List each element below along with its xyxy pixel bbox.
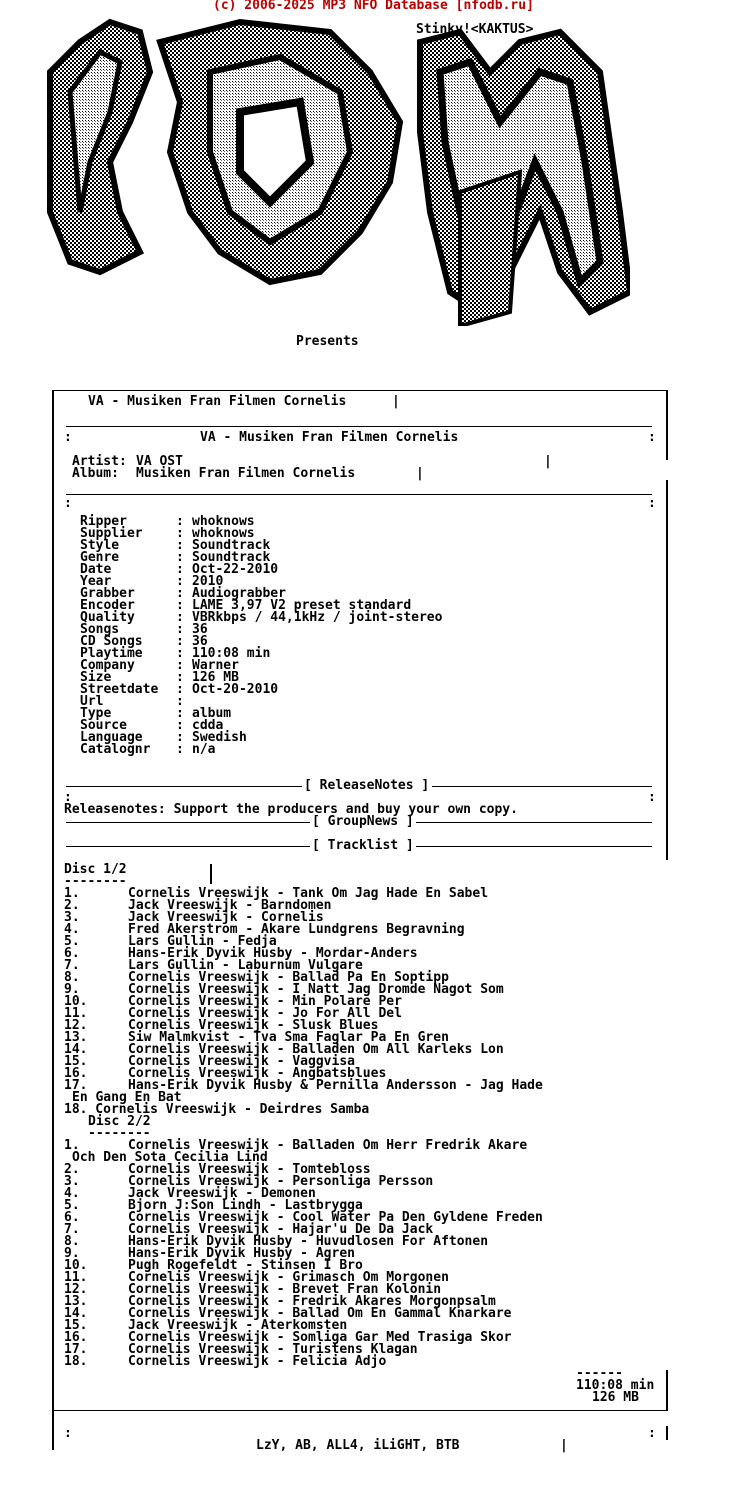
track-title: Jack Vreeswijk - Aterkomsten — [128, 1318, 348, 1333]
ripper-credit: Stinky!<KAKTUS> — [416, 22, 534, 37]
track-number: 6. — [64, 1210, 80, 1225]
info-key: Songs — [80, 622, 120, 637]
info-box-right-edge: : — [648, 496, 656, 511]
track-number: 14. — [64, 1042, 88, 1057]
track-title: Cornelis Vreeswijk - Cool Water Pa Den Gyldene Freden — [128, 1210, 543, 1225]
info-colon: : — [176, 550, 184, 565]
track-title: Cornelis Vreeswijk - Hajar'u De Da Jack — [128, 1222, 434, 1237]
track-number: 8. — [64, 970, 80, 985]
artist-value: VA OST — [136, 454, 183, 469]
track-title: Bjorn J:Son Lindh - Lastbrygga — [128, 1198, 363, 1213]
info-colon: : — [176, 682, 184, 697]
info-colon: : — [176, 598, 184, 613]
track-title: Hans-Erik Dyvik Husby - Agren — [128, 1246, 355, 1261]
track-number: 12. — [64, 1018, 88, 1033]
info-colon: : — [176, 514, 184, 529]
track-title: Cornelis Vreeswijk - Turistens Klagan — [128, 1342, 418, 1357]
track-number: 4. — [64, 922, 80, 937]
title-bar-glyph: | — [392, 394, 400, 409]
info-value: cdda — [192, 718, 224, 733]
info-key: Date — [80, 562, 112, 577]
track-number: 17. — [64, 1342, 88, 1357]
notes-left-edge: : — [64, 790, 72, 805]
info-value: 126 MB — [192, 670, 239, 685]
track-number: 15. — [64, 1318, 88, 1333]
track-title: Cornelis Vreeswijk - Slusk Blues — [128, 1018, 379, 1033]
track-number: 1. — [64, 886, 80, 901]
tracklist-rule-right — [416, 846, 652, 847]
album-label: Album: — [72, 466, 119, 481]
info-colon: : — [176, 694, 184, 709]
info-key: Playtime — [80, 646, 143, 661]
track-title: Cornelis Vreeswijk - Tomtebloss — [128, 1162, 371, 1177]
album-bar-glyph: | — [416, 466, 424, 481]
track-title: Cornelis Vreeswijk - Somliga Gar Med Trasiga Skor — [128, 1330, 512, 1345]
disc2-label: Disc 2/2 — [88, 1114, 151, 1129]
track-title: Jack Vreeswijk - Demonen — [128, 1186, 316, 1201]
info-value: Swedish — [192, 730, 247, 745]
box-title: VA - Musiken Fran Filmen Cornelis — [200, 430, 459, 445]
track-number: 5. — [64, 934, 80, 949]
ascii-art-logo — [40, 12, 630, 326]
track-title: Pugh Rogefeldt - Stinsen I Bro — [128, 1258, 363, 1273]
track-title: Hans-Erik Dyvik Husby - Huvudlosen For Aftonen — [128, 1234, 489, 1249]
track-title: Hans-Erik Dyvik Husby - Mordar-Anders — [128, 946, 418, 961]
track-number: 6. — [64, 946, 80, 961]
disc1-underline: -------- — [64, 874, 127, 889]
totals-rule: ------ — [576, 1366, 623, 1381]
info-value: VBRkbps / 44,1kHz / joint-stereo — [192, 610, 443, 625]
info-value: album — [192, 706, 232, 721]
info-colon: : — [176, 538, 184, 553]
notes-right-edge: : — [648, 790, 656, 805]
box-bottom-border — [52, 1410, 668, 1411]
box-left-border — [52, 390, 54, 1416]
track-title: Siw Malmkvist - Tva Sma Faglar Pa En Gren — [128, 1030, 449, 1045]
info-key: Language — [80, 730, 143, 745]
footer-left-edge: : — [64, 1426, 72, 1441]
track-number: 11. — [64, 1006, 88, 1021]
release-notes-text: Releasenotes: Support the producers and buy your own copy. — [64, 802, 518, 817]
track-title: Lars Gullin - Laburnum Vulgare — [128, 958, 363, 973]
track-title: Cornelis Vreeswijk - Vaggvisa — [128, 1054, 355, 1069]
info-value: 36 — [192, 634, 208, 649]
info-colon: : — [176, 526, 184, 541]
info-value: LAME 3,97 V2 preset standard — [192, 598, 412, 613]
info-value: Warner — [192, 658, 239, 673]
track-number: 16. — [64, 1066, 88, 1081]
track-title: Lars Gullin - Fedja — [128, 934, 277, 949]
track-number: 18. — [64, 1354, 88, 1369]
track-number: 5. — [64, 1198, 80, 1213]
track-number: 14. — [64, 1306, 88, 1321]
info-key: Source — [80, 718, 127, 733]
track-number: 2. — [64, 1162, 80, 1177]
info-value: Audiograbber — [192, 586, 286, 601]
info-key: Supplier — [80, 526, 143, 541]
info-value: 110:08 min — [192, 646, 271, 661]
release-notes-heading: [ ReleaseNotes ] — [304, 778, 430, 793]
track-title: Cornelis Vreeswijk - Felicia Adjo — [128, 1354, 387, 1369]
info-value: 2010 — [192, 574, 224, 589]
disc1-label: Disc 1/2 — [64, 862, 127, 877]
info-key: Streetdate — [80, 682, 159, 697]
footer-right-border — [666, 1426, 668, 1440]
track-number: 11. — [64, 1270, 88, 1285]
track-title: Cornelis Vreeswijk - Jo For All Del — [128, 1006, 402, 1021]
track-title: Cornelis Vreeswijk - Balladen Om Herr Fredrik Akare — [128, 1138, 528, 1153]
disc1-track18: 18. Cornelis Vreeswijk - Deirdres Samba — [64, 1102, 370, 1117]
disc1-track17-continued: En Gang En Bat — [72, 1090, 182, 1105]
box-top-border — [52, 390, 668, 391]
track-title: Cornelis Vreeswijk - Fredrik Akares Morgonpsalm — [128, 1294, 496, 1309]
box-right-border-1 — [666, 410, 668, 460]
info-key: Quality — [80, 610, 135, 625]
info-colon: : — [176, 574, 184, 589]
info-colon: : — [176, 718, 184, 733]
info-key: Company — [80, 658, 135, 673]
track-number: 10. — [64, 994, 88, 1009]
info-value: Soundtrack — [192, 550, 271, 565]
track-number: 9. — [64, 982, 80, 997]
track-number: 15. — [64, 1054, 88, 1069]
track-number: 1. — [64, 1138, 80, 1153]
release-title-line: VA - Musiken Fran Filmen Cornelis — [88, 394, 347, 409]
artist-label: Artist: — [72, 454, 127, 469]
track-number: 3. — [64, 1174, 80, 1189]
box-right-border-2 — [666, 480, 668, 860]
info-colon: : — [176, 670, 184, 685]
track-title: Jack Vreeswijk - Barndomen — [128, 898, 332, 913]
greets-bar-glyph: | — [560, 1438, 568, 1453]
total-playtime: 110:08 min — [576, 1378, 655, 1393]
notes-rule-left — [66, 786, 302, 787]
info-key: CD Songs — [80, 634, 143, 649]
track-number: 7. — [64, 958, 80, 973]
track-title: Hans-Erik Dyvik Husby & Pernilla Andersson - Jag Hade — [128, 1078, 543, 1093]
track-title: Cornelis Vreeswijk - Balladen Om All Karleks Lon — [128, 1042, 504, 1057]
title-box-left-edge: : — [64, 430, 72, 445]
track-number: 7. — [64, 1222, 80, 1237]
track-number: 2. — [64, 898, 80, 913]
track-number: 10. — [64, 1258, 88, 1273]
track-title: Cornelis Vreeswijk - I Natt Jag Dromde Nagot Som — [128, 982, 504, 997]
info-colon: : — [176, 586, 184, 601]
info-key: Type — [80, 706, 112, 721]
info-colon: : — [176, 562, 184, 577]
track-title: Cornelis Vreeswijk - Ballad Om En Gammal Knarkare — [128, 1306, 512, 1321]
info-value: n/a — [192, 742, 216, 757]
track-title: Cornelis Vreeswijk - Min Polare Per — [128, 994, 402, 1009]
news-rule-left — [66, 822, 310, 823]
track-number: 3. — [64, 910, 80, 925]
info-colon: : — [176, 610, 184, 625]
title-box-right-edge: : — [648, 430, 656, 445]
notes-rule-right — [432, 786, 652, 787]
track-number: 13. — [64, 1294, 88, 1309]
group-news-heading: [ GroupNews ] — [312, 814, 414, 829]
disc1-bar — [210, 864, 212, 884]
info-key: Size — [80, 670, 112, 685]
track-number: 9. — [64, 1246, 80, 1261]
info-key: Encoder — [80, 598, 135, 613]
footer-left-border — [52, 1416, 54, 1450]
info-colon: : — [176, 742, 184, 757]
track-title: Cornelis Vreeswijk - Brevet Fran Kolonin — [128, 1282, 442, 1297]
track-number: 17. — [64, 1078, 88, 1093]
track-number: 4. — [64, 1186, 80, 1201]
info-colon: : — [176, 706, 184, 721]
info-colon: : — [176, 658, 184, 673]
total-size: 126 MB — [592, 1390, 639, 1405]
info-key: Grabber — [80, 586, 135, 601]
artist-bar-glyph: | — [544, 454, 552, 469]
info-key: Style — [80, 538, 120, 553]
track-number: 8. — [64, 1234, 80, 1249]
info-key: Year — [80, 574, 112, 589]
news-rule-right — [416, 822, 652, 823]
info-colon: : — [176, 634, 184, 649]
info-colon: : — [176, 646, 184, 661]
tracklist-heading: [ Tracklist ] — [312, 838, 414, 853]
track-title: Cornelis Vreeswijk - Ballad Pa En Soptipp — [128, 970, 449, 985]
album-value: Musiken Fran Filmen Cornelis — [136, 466, 356, 481]
track-number: 12. — [64, 1282, 88, 1297]
info-colon: : — [176, 622, 184, 637]
track-number: 13. — [64, 1030, 88, 1045]
info-box-left-edge: : — [64, 496, 72, 511]
track-title: Cornelis Vreeswijk - Angbatsblues — [128, 1066, 387, 1081]
info-value: whoknows — [192, 514, 255, 529]
presents-label: Presents — [296, 334, 359, 349]
info-value: Oct-22-2010 — [192, 562, 279, 577]
track-title: Cornelis Vreeswijk - Tank Om Jag Hade En Sabel — [128, 886, 489, 901]
info-value: Soundtrack — [192, 538, 271, 553]
tracklist-rule-left — [66, 846, 310, 847]
info-box-top — [66, 494, 652, 495]
track-title: Fred Akerstrom - Akare Lundgrens Begravning — [128, 922, 465, 937]
info-value: 36 — [192, 622, 208, 637]
track-title: Cornelis Vreeswijk - Grimasch Om Morgonen — [128, 1270, 449, 1285]
box-right-border-3 — [666, 1370, 668, 1410]
footer-right-edge: : — [648, 1426, 656, 1441]
track-number: 16. — [64, 1330, 88, 1345]
track-title: Cornelis Vreeswijk - Personliga Persson — [128, 1174, 434, 1189]
info-colon: : — [176, 730, 184, 745]
greets-line: LzY, AB, ALL4, iLiGHT, BTB — [256, 1438, 460, 1453]
title-box-top — [66, 426, 652, 427]
info-value: whoknows — [192, 526, 255, 541]
info-key: Genre — [80, 550, 120, 565]
copyright-banner: (c) 2006-2025 MP3 NFO Database [nfodb.ru] — [213, 0, 534, 13]
disc2-underline: -------- — [88, 1126, 151, 1141]
track-title: Jack Vreeswijk - Cornelis — [128, 910, 324, 925]
info-value: Oct-20-2010 — [192, 682, 279, 697]
info-key: Url — [80, 694, 104, 709]
track-continued: Och Den Sota Cecilia Lind — [72, 1150, 268, 1165]
info-key: Ripper — [80, 514, 127, 529]
info-key: Catalognr — [80, 742, 151, 757]
